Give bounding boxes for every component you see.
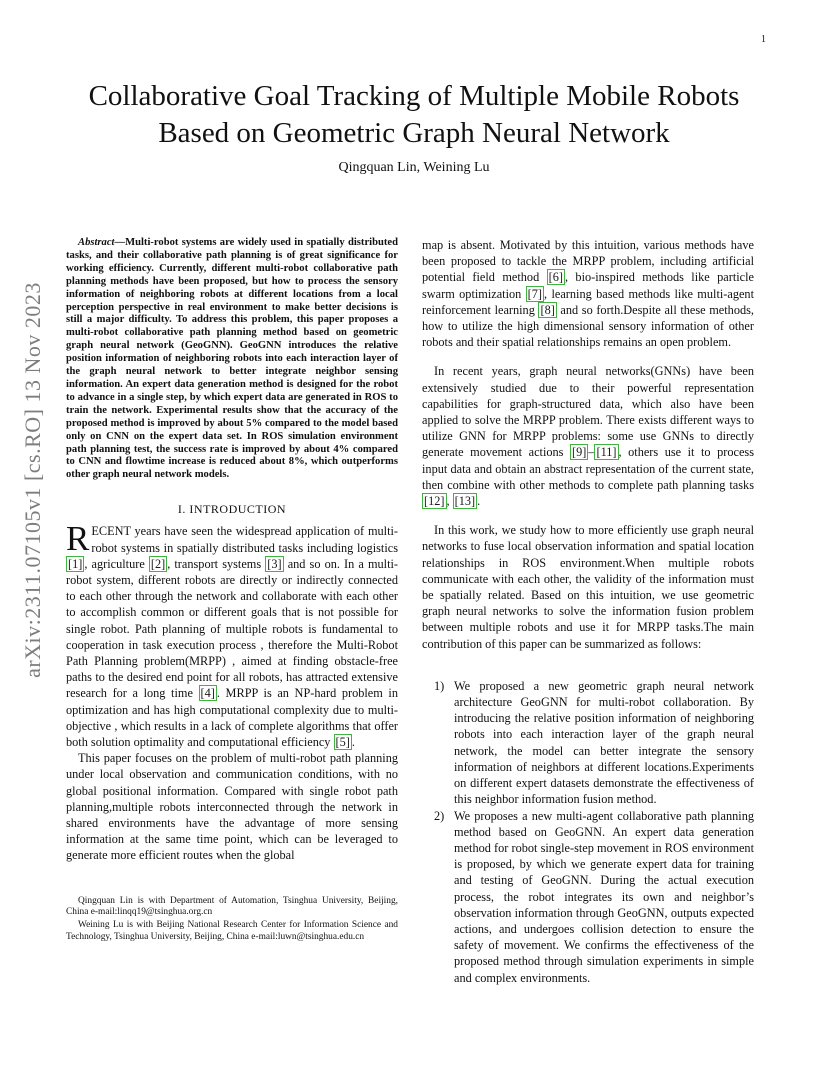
- body-text: and so forth.Despite all these methods, how to utilize the high dimensional sensory information of other robots and their spatial relationships remains an open problem.: [422, 302, 754, 350]
- contribution-list: [422, 678, 754, 986]
- paper-title: Collaborative Goal Tracking of Multiple Mobile Robots Based on Geometric Graph Neural Network: [88, 80, 740, 149]
- section-title-introduction: I. INTRODUCTION: [177, 502, 287, 517]
- right-paragraph-3: In this work, we study how to more efficiently use graph neural networks to fuse local observation information and spatial location relationships in ROS environment.When multiple robots communicate with each other, the validity of the information must be spatially related. Based on this intuition, we use geometric graph neural networks to solve the information fusion problem between multiple robots and use it for MRPP tasks.The main contribution of this paper can be summarized as follows:: [422, 523, 754, 651]
- citation-link[interactable]: [11]: [596, 445, 617, 460]
- citation-link[interactable]: [1]: [68, 556, 83, 571]
- body-text: map is absent. Motivated by this intuition, various methods have been proposed to tackle the MRPP problem, including artificial potential field method: [422, 238, 754, 285]
- right-column: [422, 237, 754, 986]
- list-number: 2): [434, 808, 445, 823]
- intro-text: . MRPP is an NP-hard problem in optimization and has high computational complexity due to multi-objective , which results in a lack of complete algorithms that offer both solution optimality and computational efficiency: [66, 686, 398, 750]
- body-text: , others use it to process input data and obtain an abstract representation of the current state, then combine with other methods to complete path planning tasks: [422, 445, 754, 492]
- left-column: [66, 237, 398, 945]
- paper-authors: Qingquan Lin, Weining Lu: [338, 160, 490, 175]
- abstract: [66, 237, 398, 482]
- intro-text: , transport systems: [167, 556, 266, 571]
- body-text: –: [588, 445, 595, 460]
- arxiv-stamp: [20, 280, 50, 680]
- body-text: , bio-inspired methods like particle swarm optimization: [422, 270, 754, 301]
- intro-paragraph-2: This paper focuses on the problem of multi-robot path planning under local observation and communication conditions, with no global positional information. Compared with single robot path planning,multiple robots interconnected through the network in shared environments have the advantage of more sensing information at the same time point, which can be leveraged to generate more efficient routes when the global: [66, 751, 398, 863]
- list-item: [422, 808, 754, 986]
- citation-link[interactable]: [13]: [454, 494, 476, 509]
- citation-link[interactable]: [9]: [571, 445, 587, 460]
- citation-link[interactable]: [2]: [150, 556, 166, 571]
- intro-text: ECENT years have seen the widespread application of multi-robot systems in spatially distributed tasks including logistics: [91, 524, 398, 555]
- intro-text: .: [351, 735, 355, 750]
- intro-paragraph-1: [66, 519, 399, 750]
- citation-link[interactable]: [5]: [335, 735, 350, 750]
- footnote: Qingquan Lin is with Department of Automation, Tsinghua University, Beijing, China e-mail:linqq19@tsinghua.org.cn: [66, 895, 398, 917]
- body-text: , learning based methods like multi-agent reinforcement learning: [422, 286, 754, 317]
- citation-link[interactable]: [8]: [540, 302, 555, 317]
- citation-link[interactable]: [6]: [548, 270, 563, 285]
- page-number: 1: [761, 34, 766, 45]
- arxiv-stamp-text: arXiv:2311.07105v1 [cs.RO] 13 Nov 2023: [20, 282, 45, 678]
- footnote: Weining Lu is with Beijing National Research Center for Information Science and Technology, Tsinghua University, Beijing, China e-mail:luwn@tsinghua.edu.cn: [66, 920, 398, 942]
- list-text: We proposed a new geometric graph neural network architecture GeoGNN for multi-robot collaboration. By introducing the relative position information of neighboring robots into each interaction layer of the graph neural network, the model can better integrate the sensory information of neighbors at different locations.Experiments on different expert datasets demonstrate the effectiveness of this neighbor information fusion method.: [454, 678, 754, 807]
- citation-link[interactable]: [12]: [424, 494, 445, 509]
- drop-cap: R: [66, 519, 90, 559]
- right-paragraph-1: [422, 237, 754, 350]
- citation-link[interactable]: [7]: [527, 286, 543, 301]
- body-text: In recent years, graph neural networks(GNNs) have been extensively studied due to their powerful representation capabilities for graph-structured data, which also have been applied to solve the MRPP problem. There exists different ways to utilize GNN for MRPP problems: some use GNNs to directly generate movement actions: [422, 364, 754, 460]
- intro-text: , agriculture: [84, 556, 149, 571]
- footnotes: [66, 896, 398, 943]
- right-paragraph-2: [422, 363, 754, 509]
- body-text: ,: [446, 494, 453, 509]
- citation-link[interactable]: [3]: [267, 556, 282, 571]
- abstract-label: Abstract: [78, 237, 115, 248]
- list-text: We proposes a new multi-agent collaborative path planning method based on GeoGNN. An expert data generation method for robot single-step movement in ROS environment is proposed, by which we generate expert data for training and testing of GeoGNN. During the actual execution process, the robot integrates its own and neighbor’s observation information through GeoGNN, outputs expected actions, and undergoes collision detection to ensure the safety of movement. We confirms the effectiveness of the proposed method through simulation experiments in simple and complex environments.: [454, 808, 754, 985]
- list-item: [422, 678, 754, 808]
- list-number: 1): [434, 678, 445, 693]
- intro-text: and so on. In a multi-robot system, different robots are directly or indirectly connected to each other through the network and collaborate with each other to accomplish common or different goals that is not possible for single robot. Path planning of multiple robots is fundamental to cooperation in task execution process , therefore the Multi-Robot Path Planning problem(MRPP) , aimed at finding obstacle-free paths to the desired end point for all robots, has attracted extensive research for a long time: [66, 556, 399, 701]
- citation-link[interactable]: [4]: [200, 686, 215, 701]
- abstract-text: —Multi-robot systems are widely used in spatially distributed tasks, and their collaborative path planning is of great significance for working efficiency. Currently, different multi-robot collaborative path planning methods have been proposed, but how to process the sensory information of neighboring robots at different locations from a local perception perspective in real environment to make better decisions is still a major difficulty. To address this problem, this paper proposes a multi-robot collaborative path planning method based on geometric graph neural network (GeoGNN). GeoGNN introduces the relative position information of neighboring robots into each interaction layer of the graph neural network to better integrate neighbor sensing information. An expert data generation method is designed for the robot to advance in a single step, by which expert data are generated in ROS to train the network. Experimental results show that the accuracy of the proposed method is improved by about 5% compared to the model based only on CNN on the expert data set. In ROS simulation environment path planning test, the success rate is improved by about 4% compared to CNN and flowtime increase is reduced about 8%, which outperforms other graph neural network models.: [66, 237, 398, 481]
- body-text: .: [477, 494, 481, 509]
